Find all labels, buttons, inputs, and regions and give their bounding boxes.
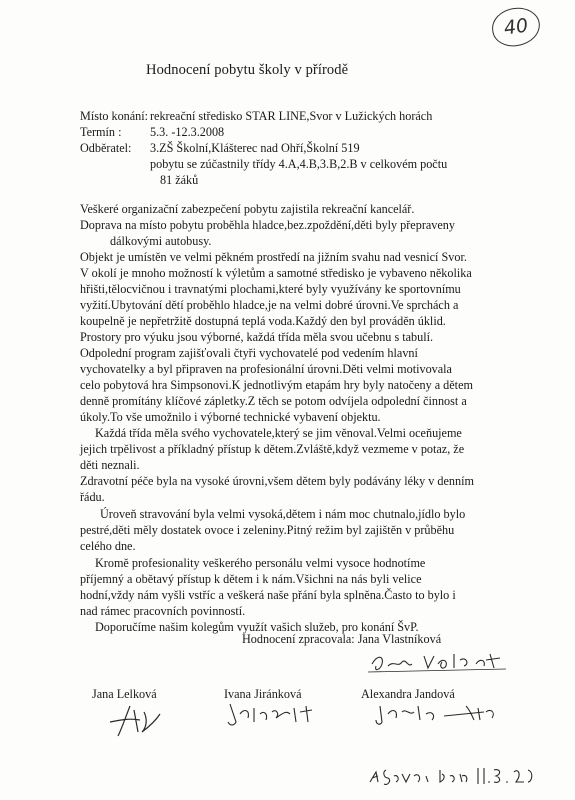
info-place — [80, 108, 550, 124]
author-line: Hodnocení zpracovala: Jana Vlastníková — [242, 632, 442, 646]
body-line: vyžití.Ubytování dětí proběhlo hladce,je na velmi dobré úrovni.Ve sprchách a — [80, 298, 459, 312]
count-line: 81 žáků — [160, 173, 199, 187]
place-value: rekreační středisko STAR LINE,Svor v Lužických horách — [150, 109, 433, 123]
info-term — [80, 124, 550, 140]
body-line: Veškeré organizační zabezpečení pobytu zajistila rekreační kancelář. — [80, 202, 415, 216]
body-line: Objekt je umístěn ve velmi pěkném prostředí na jižním svahu nad vesnicí Svor. — [80, 250, 467, 264]
body-line: hřišti,tělocvičnou i travnatými plochami,které byly využívány ke sportovnímu — [80, 282, 461, 296]
body-line: hodní,vždy nám vyšli vstříc a veškerá naše přání byla splněna.Často to bylo i — [80, 588, 456, 602]
page-number: 40 — [502, 14, 530, 40]
body-line: jejich trpělivost a příkladný přístup k dětem.Zvláště,když vezmeme v potaz, že — [80, 442, 465, 456]
body-line: V okolí je mnoho možností k výletům a samotné středisko je vybaveno několika — [80, 266, 472, 280]
body-line: pestré,děti měly dostatek ovoce i zeleniny.Pitný režim byl zajištěn v průběhu — [80, 523, 455, 537]
document-title: Hodnocení pobytu školy v přírodě — [146, 62, 349, 78]
customer-label: Odběratel: — [80, 141, 132, 155]
body-line: Zdravotní péče byla na vysoké úrovni,všem dětem byly podávány léky v denním — [80, 474, 474, 488]
body-line: Každá třída měla svého vychovatele,který se jim věnoval.Velmi oceňujeme — [95, 426, 462, 440]
body-line: denně promítány klíčové zápletky.Z těch se potom odvíjela odpolední činnost a — [80, 394, 467, 408]
signatory-name: Ivana Jiránková — [224, 687, 302, 701]
body-line: Úroveň stravování byla velmi vysoká,dětem i nám moc chutnalo,jídlo bylo — [100, 507, 466, 521]
signature-jandova — [374, 700, 514, 728]
signatory-name: Alexandra Jandová — [361, 687, 455, 701]
info-block — [80, 108, 550, 188]
customer-value: 3.ZŠ Školní,Klášterec nad Ohří,Školní 519 — [150, 141, 360, 155]
place-label: Místo konání: — [80, 109, 149, 123]
term-label: Termín : — [80, 125, 122, 139]
term-value: 5.3. -12.3.2008 — [150, 125, 225, 139]
body-line: celého dne. — [80, 539, 136, 553]
signature-lelkova — [100, 702, 180, 742]
handwritten-date-note — [368, 760, 538, 794]
body-text — [80, 201, 555, 635]
body-line: Odpolední program zajišťovali čtyři vychovatelé pod vedením hlavní — [80, 346, 418, 360]
signature-jirankova — [224, 700, 324, 730]
author-signature — [368, 650, 508, 676]
body-line: dálkovými autobusy. — [110, 234, 212, 248]
body-line: Prostory pro výuku jsou výborné, každá třída měla svou učebnu s tabulí. — [80, 330, 434, 344]
body-line: nad rámec pracovních povinností. — [80, 604, 246, 618]
body-line: celo pobytová hra Simpsonovi.K jednotlivým etapám hry byly natočeny a dětem — [80, 378, 473, 392]
participants-line: pobytu se zúčastnily třídy 4.A,4.B,3.B,2.B v celkovém počtu — [150, 157, 448, 171]
body-line: děti neznali. — [80, 458, 140, 472]
body-line: vychovatelky a byl připraven na profesionální úrovni.Děti velmi motivovala — [80, 362, 452, 376]
body-line: Doporučíme našim kolegům využít vašich služeb, pro konání ŠvP. — [95, 620, 419, 634]
signatory-name: Jana Lelková — [92, 687, 157, 701]
body-line: koupelně je nepřetržitě dostupná teplá voda.Každý den byl prováděn úklid. — [80, 314, 446, 328]
body-line: řádu. — [80, 490, 105, 504]
body-line: úkoly.To vše umožnilo i výborné technické vybavení objektu. — [80, 410, 381, 424]
info-customer — [80, 140, 550, 156]
body-line: Kromě profesionality veškerého personálu velmi vysoce hodnotíme — [95, 556, 426, 570]
page-number-circled — [490, 5, 543, 49]
body-line: Doprava na místo pobytu proběhla hladce,bez.zpoždění,děti byly přepraveny — [80, 218, 455, 232]
body-line: příjemný a obětavý přístup k dětem i k nám.Všichni na nás byli velice — [80, 572, 422, 586]
